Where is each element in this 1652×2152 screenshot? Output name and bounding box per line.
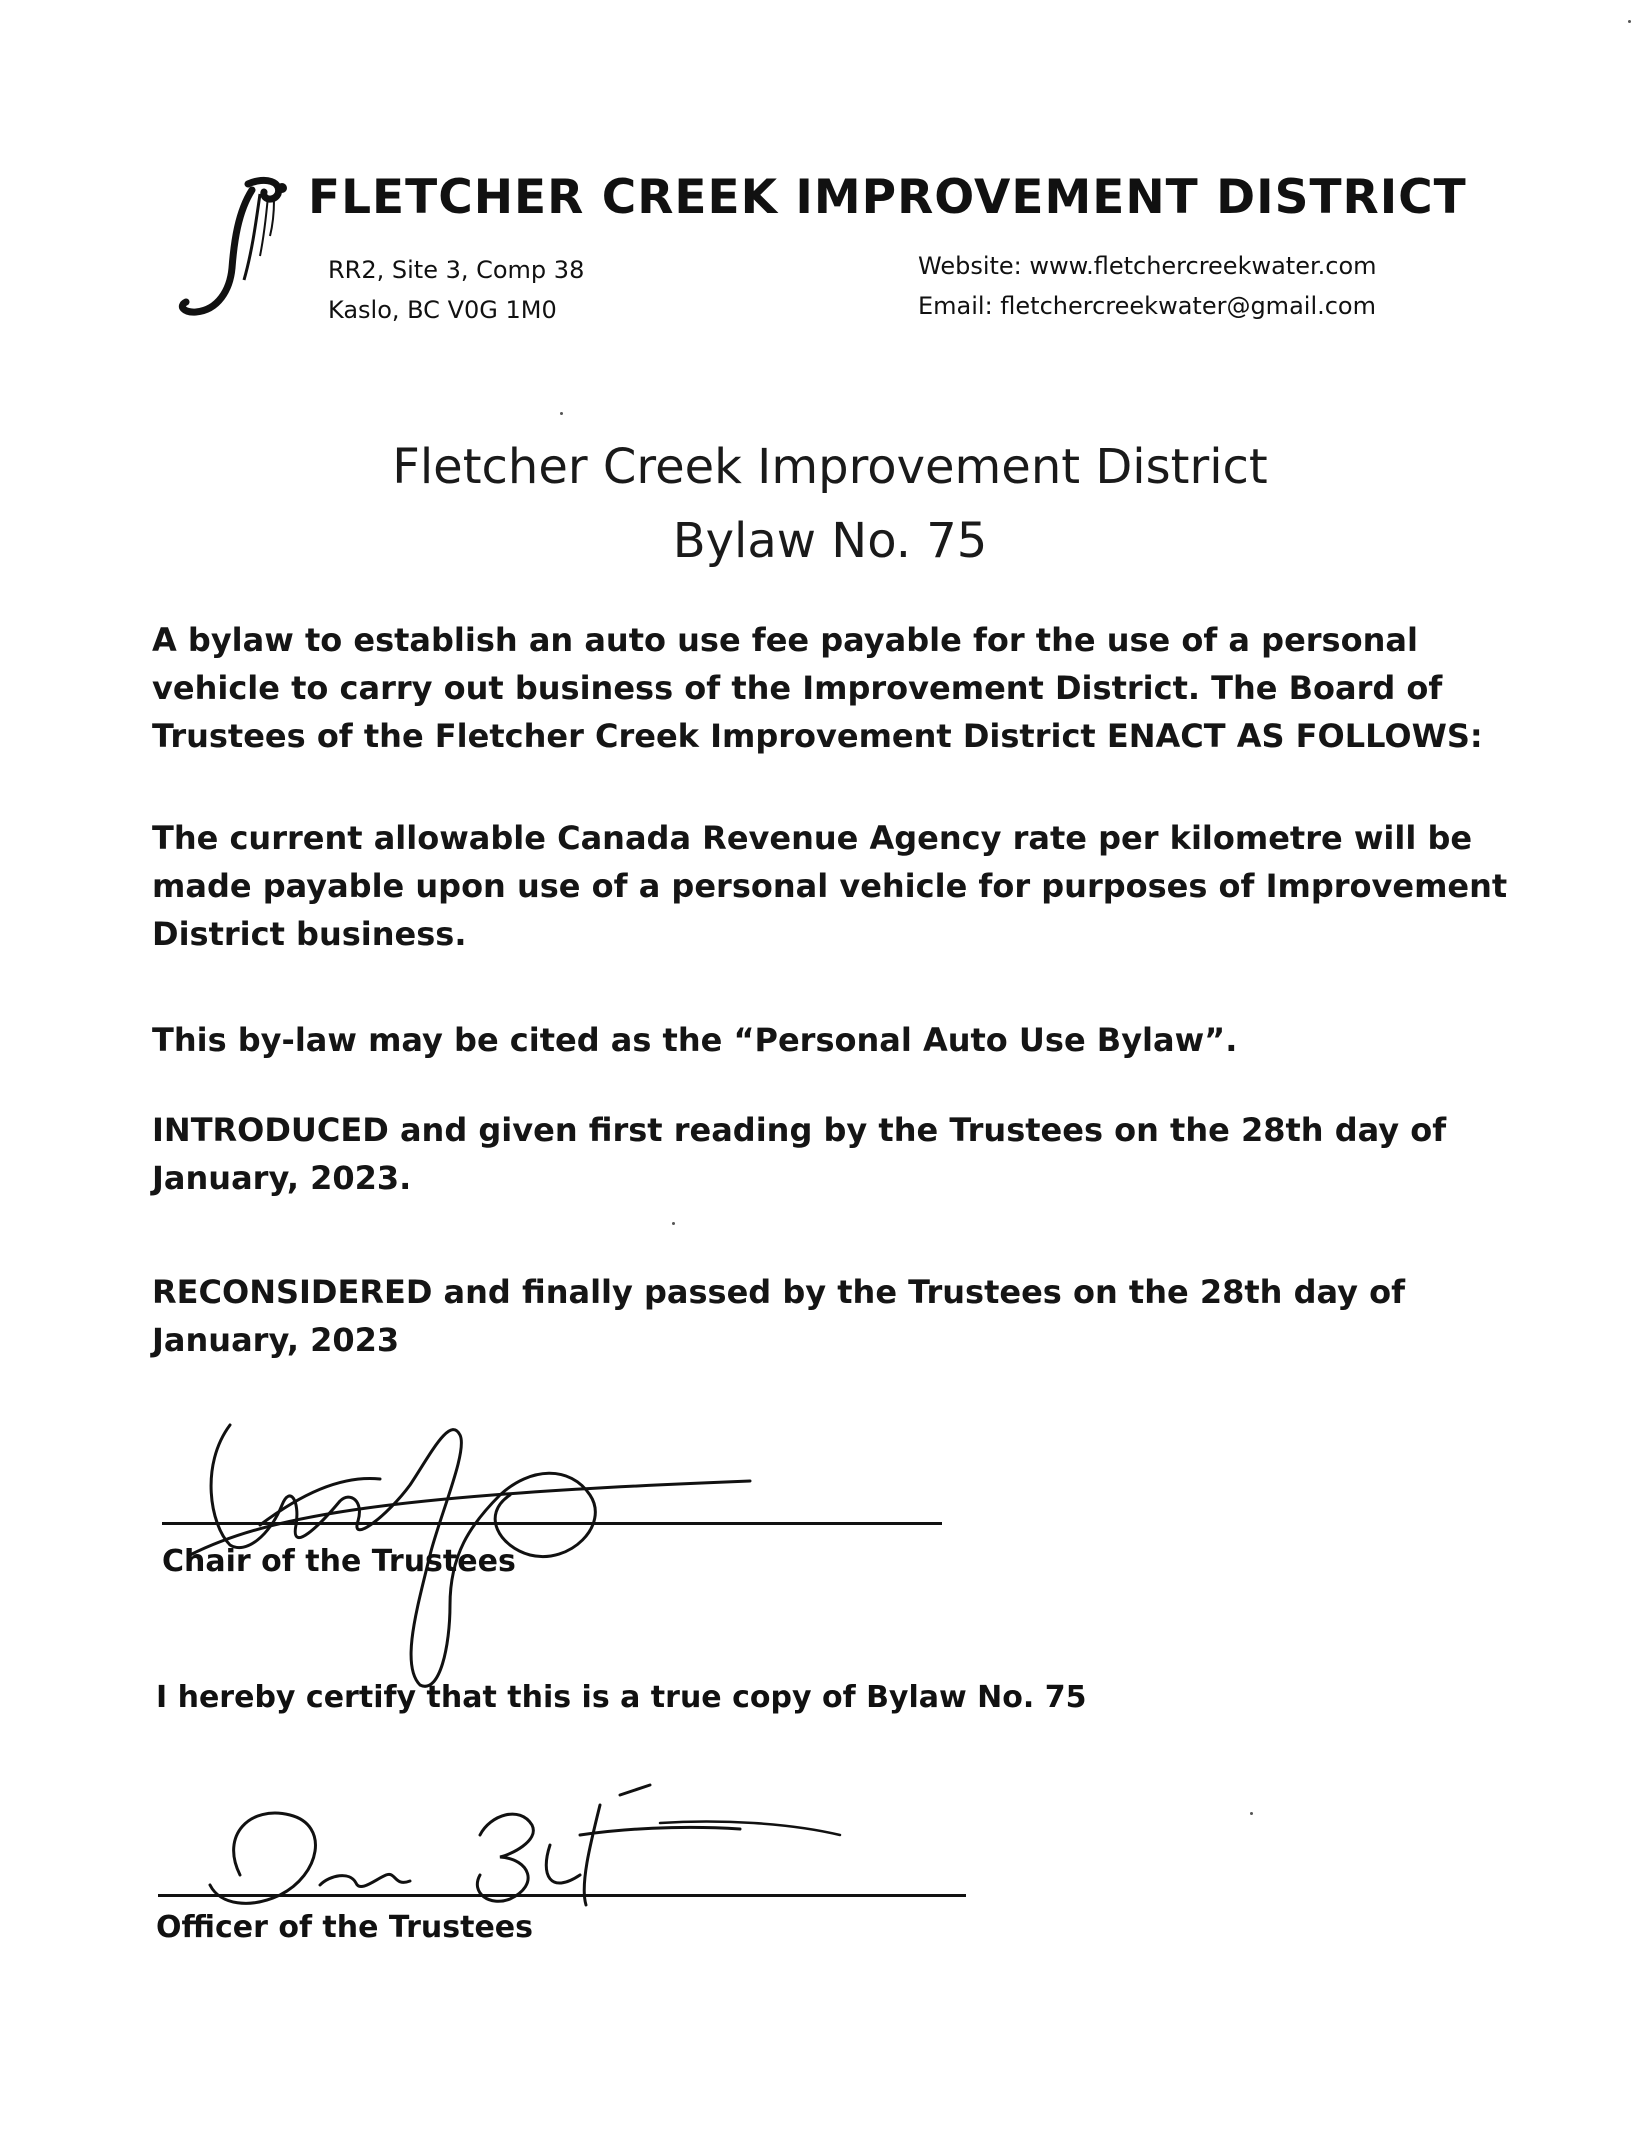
rate-clause-paragraph: The current allowable Canada Revenue Agency rate per kilometre will be made payable upon use of a personal vehicle for purposes of Improvement District business. [152,819,1508,953]
introduced-paragraph: INTRODUCED and given first reading by the Trustees on the 28th day of January, 2023. [152,1111,1447,1197]
officer-label: Officer of the Trustees [156,1910,533,1945]
scan-speck [1628,20,1631,23]
chair-label: Chair of the Trustees [162,1544,516,1579]
title-line-1: Fletcher Creek Improvement District [392,439,1268,495]
citation-paragraph: This by-law may be cited as the “Personal Auto Use Bylaw”. [152,1021,1238,1059]
scan-speck [1250,1812,1253,1815]
address-line-1: RR2, Site 3, Comp 38 [328,256,585,284]
scan-speck [672,1222,675,1225]
contact-info [918,246,1377,326]
document-title [0,430,1652,578]
reconsidered-paragraph: RECONSIDERED and finally passed by the Trustees on the 28th day of January, 2023 [152,1273,1405,1359]
scan-speck [560,412,563,415]
officer-signature-line [158,1894,966,1897]
certification-statement: I hereby certify that this is a true copy of Bylaw No. 75 [156,1680,1087,1715]
address-line-2: Kaslo, BC V0G 1M0 [328,296,557,324]
website-text: Website: www.fletchercreekwater.com [918,252,1377,280]
org-name: FLETCHER CREEK IMPROVEMENT DISTRICT [308,170,1467,225]
email-text: Email: fletchercreekwater@gmail.com [918,292,1376,320]
district-logo [178,172,298,322]
mailing-address [328,250,584,330]
chair-signature-line [162,1522,942,1525]
title-line-2: Bylaw No. 75 [672,513,988,569]
preamble-paragraph: A bylaw to establish an auto use fee payable for the use of a personal vehicle to carry out business of the Improvement District. The Board of Trustees of the Fletcher Creek Improvement District ENACT AS FOLLOWS: [152,621,1483,755]
